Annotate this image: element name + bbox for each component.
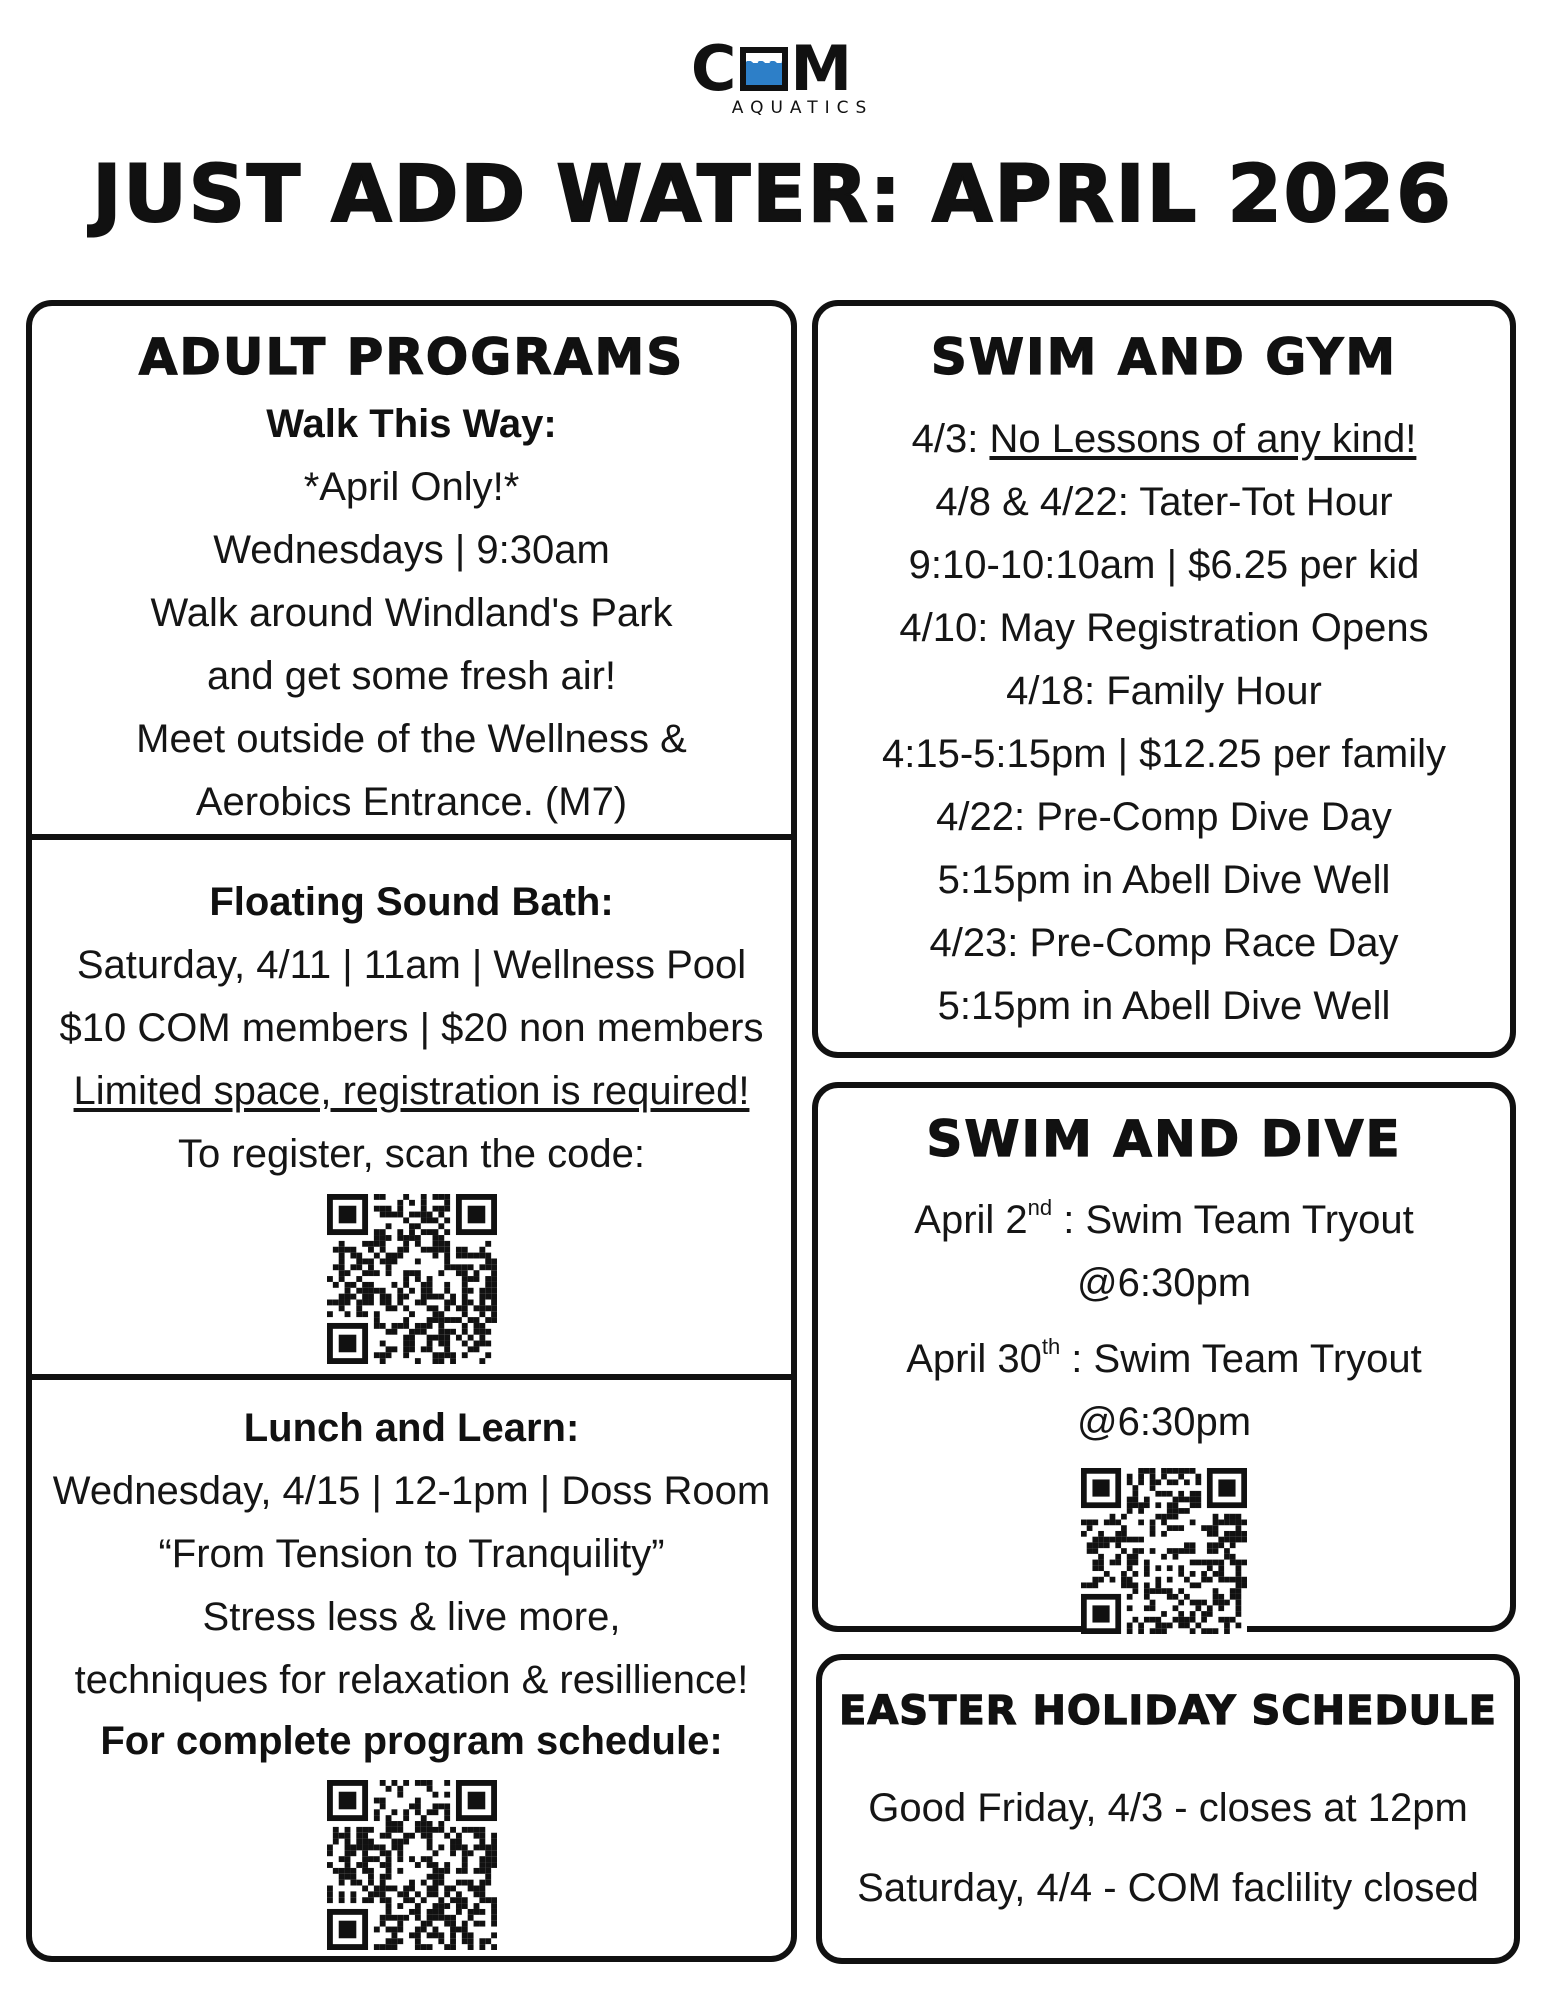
sound-bath-line: Saturday, 4/11 | 11am | Wellness Pool xyxy=(76,943,747,987)
tryout-time: @6:30pm xyxy=(1076,1400,1252,1444)
easter-holiday-panel xyxy=(816,1654,1520,1964)
sound-bath-section xyxy=(32,870,791,1364)
lunch-title: Lunch and Learn: xyxy=(243,1406,580,1450)
registration-qr-code[interactable] xyxy=(327,1194,497,1364)
walk-this-way-section xyxy=(32,392,791,834)
swim-gym-line: 4/10: May Registration Opens xyxy=(899,606,1429,650)
lunch-line: Wednesday, 4/15 | 12-1pm | Doss Room xyxy=(52,1469,771,1513)
swim-gym-line: 5:15pm in Abell Dive Well xyxy=(937,984,1391,1028)
lunch-line: “From Tension to Tranquility” xyxy=(158,1532,665,1576)
tryout-list xyxy=(818,1176,1510,1454)
swim-gym-line: 4/23: Pre-Comp Race Day xyxy=(929,921,1399,965)
program-schedule-label: For complete program schedule: xyxy=(100,1719,723,1763)
registration-notice: Limited space, registration is required! xyxy=(73,1069,750,1113)
adult-programs-panel xyxy=(26,300,797,1962)
swim-gym-line: 4/18: Family Hour xyxy=(1006,669,1322,713)
register-instruction: To register, scan the code: xyxy=(178,1132,645,1176)
walk-title: Walk This Way: xyxy=(266,402,557,446)
swim-dive-panel xyxy=(812,1082,1516,1632)
swim-gym-line: 5:15pm in Abell Dive Well xyxy=(937,858,1391,902)
easter-heading: EASTER HOLIDAY SCHEDULE xyxy=(839,1688,1497,1734)
swim-gym-line: 4/22: Pre-Comp Dive Day xyxy=(936,795,1392,839)
swim-gym-line: 4:15-5:15pm | $12.25 per family xyxy=(881,732,1447,776)
swim-gym-heading: SWIM AND GYM xyxy=(930,328,1398,386)
tryout-time: @6:30pm xyxy=(1076,1261,1252,1305)
easter-line: Saturday, 4/4 - COM faclility closed xyxy=(857,1866,1479,1910)
lunch-learn-section xyxy=(32,1396,791,1950)
swim-gym-line: 4/8 & 4/22: Tater-Tot Hour xyxy=(935,480,1393,524)
swim-gym-line: 4/3: No Lessons of any kind! xyxy=(911,417,1417,461)
walk-line: Wednesdays | 9:30am xyxy=(213,528,610,572)
swim-gym-line: 9:10-10:10am | $6.25 per kid xyxy=(908,543,1420,587)
walk-line: Walk around Windland's Park xyxy=(150,591,673,635)
walk-line: Aerobics Entrance. (M7) xyxy=(195,780,628,824)
com-aquatics-logo xyxy=(0,32,1545,118)
lunch-line: Stress less & live more, xyxy=(202,1595,621,1639)
page-title: JUST ADD WATER: APRIL 2026 xyxy=(92,150,1453,240)
tryout-line: April 30th : Swim Team Tryout xyxy=(906,1334,1422,1381)
walk-line: Meet outside of the Wellness & xyxy=(136,717,687,761)
lunch-line: techniques for relaxation & resillience! xyxy=(74,1658,749,1702)
sound-bath-title: Floating Sound Bath: xyxy=(209,880,614,924)
swim-gym-list xyxy=(818,408,1510,1038)
swim-gym-panel xyxy=(812,300,1516,1058)
section-divider xyxy=(32,1374,791,1380)
logo-subtitle: AQUATICS xyxy=(731,98,874,118)
no-lessons-notice: No Lessons of any kind! xyxy=(989,417,1417,461)
program-schedule-qr-code[interactable] xyxy=(327,1780,497,1950)
section-divider xyxy=(32,834,791,840)
tryout-line: April 2nd : Swim Team Tryout xyxy=(914,1195,1414,1242)
swim-dive-qr-code[interactable] xyxy=(1081,1468,1247,1634)
logo-letter-m: M xyxy=(790,32,855,105)
easter-line: Good Friday, 4/3 - closes at 12pm xyxy=(868,1786,1468,1830)
swim-dive-heading: SWIM AND DIVE xyxy=(926,1110,1402,1168)
logo-wave-icon xyxy=(740,47,788,91)
logo-letter-c: C xyxy=(690,32,739,105)
walk-line: and get some fresh air! xyxy=(206,654,617,698)
adult-programs-heading: ADULT PROGRAMS xyxy=(138,328,685,386)
sound-bath-line: $10 COM members | $20 non members xyxy=(59,1006,764,1050)
walk-line: *April Only!* xyxy=(303,465,520,509)
